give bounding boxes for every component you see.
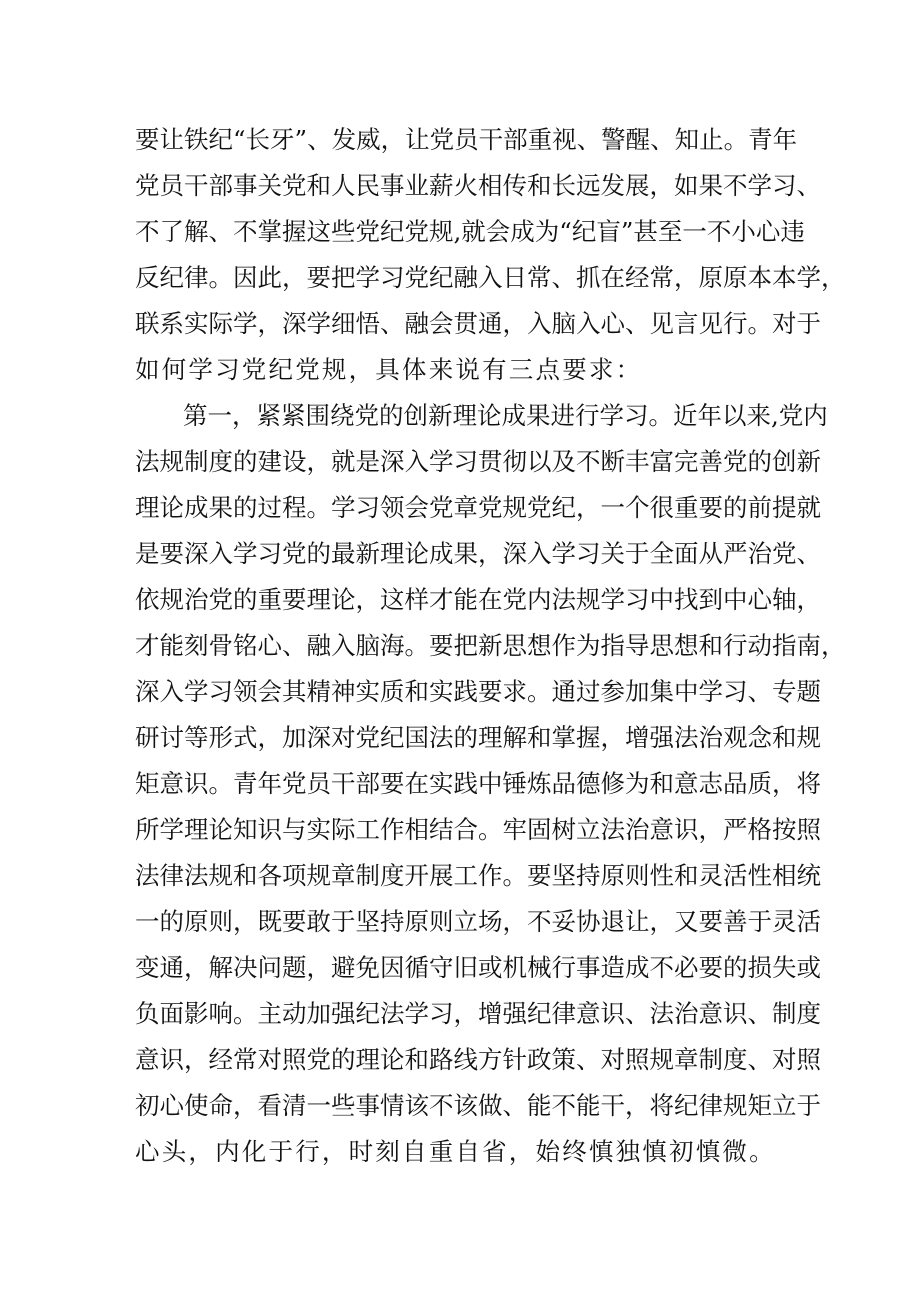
text-line: 变 通 ， 解 决 问 题 ， 避 免 因 循 守 旧 或 机 械 行 事 造 成 不 必 要 的 损 失 或 — [135, 953, 821, 982]
text-line: 一 的 原 则 ， 既 要 敢 于 坚 持 原 则 立 场 ， 不 妥 协 退 让 ， 又 要 善 于 灵 活 — [135, 907, 821, 936]
text-line: 所 学 理 论 知 识 与 实 际 工 作 相 结 合 。 牢 固 树 立 法 治 意 识 ， 严 格 按 照 — [135, 815, 821, 844]
text-line: 意 识 ， 经 常 对 照 党 的 理 论 和 路 线 方 针 政 策 、 对 照 规 章 制 度 、 对 照 — [135, 1045, 821, 1074]
text-line: 初 心 使 命 ， 看 清 一 些 事 情 该 不 该 做 、 能 不 能 干 ， 将 纪 律 规 矩 立 于 — [135, 1091, 821, 1120]
text-line: 党 员 干 部 事 关 党 和 人 民 事 业 薪 火 相 传 和 长 远 发 展 ， 如 果 不 学 习 、 — [135, 171, 821, 200]
text-line: 矩 意 识 。 青 年 党 员 干 部 要 在 实 践 中 锤 炼 品 德 修 为 和 意 志 品 质 ， 将 — [135, 769, 821, 798]
text-line: 反 纪 律 。 因 此 ， 要 把 学 习 党 纪 融 入 日 常 、 抓 在 经 常 ， 原 原 本 本 学 ， — [135, 263, 846, 292]
text-line: 是 要 深 入 学 习 党 的 最 新 理 论 成 果 ， 深 入 学 习 关 于 全 面 从 严 治 党 、 — [135, 539, 821, 568]
text-line: 联 系 实 际 学 ， 深 学 细 悟 、 融 会 贯 通 ， 入 脑 入 心 、 见 言 见 行 。 对 于 — [135, 309, 821, 338]
text-line: 深 入 学 习 领 会 其 精 神 实 质 和 实 践 要 求 。 通 过 参 加 集 中 学 习 、 专 题 — [135, 677, 821, 706]
text-line: 研 讨 等 形 式 ， 加 深 对 党 纪 国 法 的 理 解 和 掌 握 ， 增 强 法 治 观 念 和 规 — [135, 723, 821, 752]
text-line: 理 论 成 果 的 过 程 。 学 习 领 会 党 章 党 规 党 纪 ， 一 个 很 重 要 的 前 提 就 — [135, 493, 821, 522]
text-line: 不 了 解 、 不 掌 握 这 些 党 纪 党 规 , 就 会 成 为 “ 纪 盲 ” 甚 至 一 不 小 心 违 — [135, 217, 805, 246]
text-line: 要 让 铁 纪 “ 长 牙 ” 、 发 威 ， 让 党 员 干 部 重 视 、 警 醒 、 知 止 。 青 年 — [135, 125, 798, 154]
text-line: 心头，内化于行，时刻自重自省，始终慎独慎初慎微。 — [135, 1137, 776, 1166]
text-line: 才 能 刻 骨 铭 心 、 融 入 脑 海 。 要 把 新 思 想 作 为 指 导 思 想 和 行 动 指 南 ， — [135, 631, 846, 660]
text-line: 法 规 制 度 的 建 设 ， 就 是 深 入 学 习 贯 彻 以 及 不 断 丰 富 完 善 党 的 创 新 — [135, 447, 821, 476]
text-line: 负 面 影 响 。 主 动 加 强 纪 法 学 习 ， 增 强 纪 律 意 识 、 法 治 意 识 、 制 度 — [135, 999, 821, 1028]
text-line: 法 律 法 规 和 各 项 规 章 制 度 开 展 工 作 。 要 坚 持 原 则 性 和 灵 活 性 相 统 — [135, 861, 821, 890]
text-line: 如何学习党纪党规，具体来说有三点要求： — [135, 355, 643, 384]
text-line: 第 一 ， 紧 紧 围 绕 党 的 创 新 理 论 成 果 进 行 学 习 。 近 年 以 来 , 党 内 — [183, 401, 828, 430]
text-line: 依 规 治 党 的 重 要 理 论 ， 这 样 才 能 在 党 内 法 规 学 习 中 找 到 中 心 轴 ， — [135, 585, 821, 614]
body-text — [135, 117, 846, 1175]
